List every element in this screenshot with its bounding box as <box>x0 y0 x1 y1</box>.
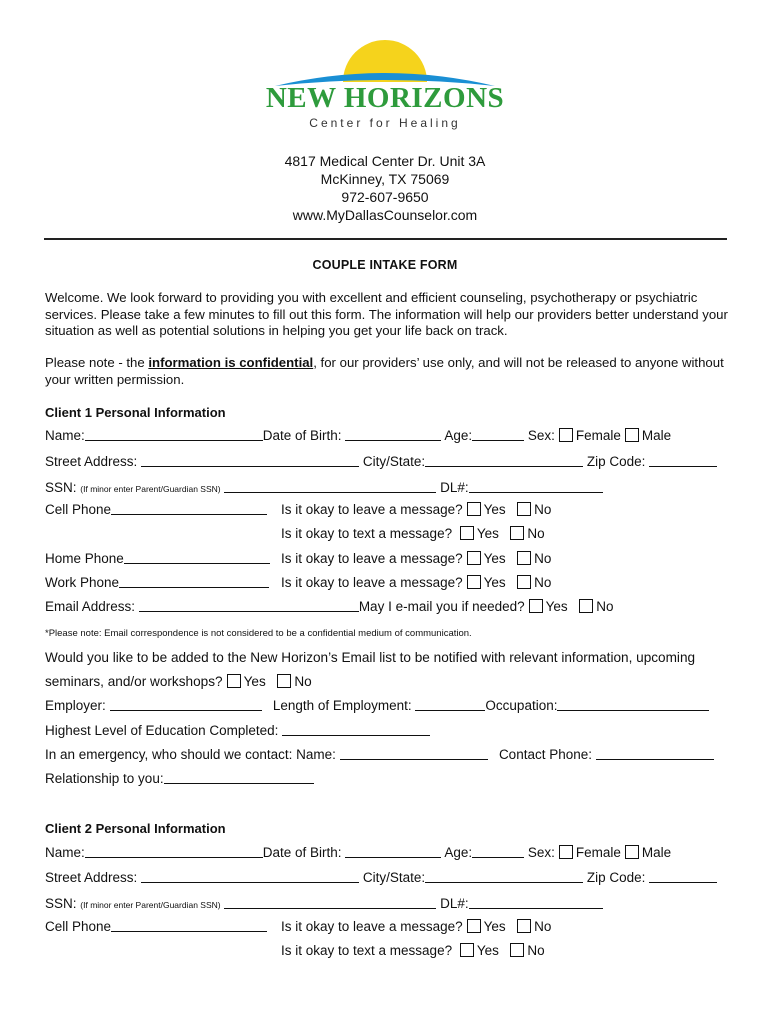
mailing-yes-checkbox[interactable] <box>227 674 241 688</box>
relationship-label: Relationship to you: <box>45 771 164 786</box>
client2-text-yes-checkbox[interactable] <box>460 943 474 957</box>
yes-label: Yes <box>483 575 506 590</box>
sex-label: Sex: <box>527 428 555 443</box>
client2-ssn-field[interactable] <box>224 897 436 909</box>
client2-male-checkbox[interactable] <box>625 845 639 859</box>
client2-heading: Client 2 Personal Information <box>45 821 226 836</box>
contact-phone-label: Contact Phone: <box>498 747 593 762</box>
no-label: No <box>527 943 545 958</box>
cell-leave-no-checkbox[interactable] <box>517 502 531 516</box>
no-label: No <box>534 919 552 934</box>
address-street: 4817 Medical Center Dr. Unit 3A <box>284 153 486 169</box>
no-label: No <box>294 674 312 689</box>
client2-cell-leave-msg <box>281 919 551 934</box>
mailing-q2-label: seminars, and/or workshops? <box>45 674 223 689</box>
yes-label: Yes <box>483 551 506 566</box>
female-label: Female <box>575 845 621 860</box>
brand-name: NEW HORIZONS <box>265 82 505 114</box>
welcome-paragraph: Welcome. We look forward to providing you with excellent and efficient counseling, psychotherapy or psychiatric services. Please take a few minutes to fill out this form. The information will help our providers better understand your situation as well as potential solutions in helping you get your life back on track. <box>45 290 728 338</box>
form-title: COUPLE INTAKE FORM <box>312 258 458 272</box>
home-label: Home Phone <box>45 551 124 566</box>
confidential-note <box>45 355 735 388</box>
client2-female-checkbox[interactable] <box>559 845 573 859</box>
client1-female-checkbox[interactable] <box>559 428 573 442</box>
text-msg-label: Is it okay to text a message? <box>281 943 453 958</box>
work-leave-no-checkbox[interactable] <box>517 575 531 589</box>
brand-tagline: Center for Healing <box>309 116 461 130</box>
yes-label: Yes <box>476 526 499 541</box>
client2-name-field[interactable] <box>85 846 263 858</box>
education-label: Highest Level of Education Completed: <box>45 723 279 738</box>
male-label: Male <box>641 845 672 860</box>
client1-row-employment <box>45 698 709 713</box>
cell-label: Cell Phone <box>45 502 112 517</box>
client1-age-field[interactable] <box>472 429 524 441</box>
yes-label: Yes <box>476 943 499 958</box>
address-phone: 972-607-9650 <box>341 189 429 205</box>
citystate-label: City/State: <box>362 454 426 469</box>
client1-row-emergency <box>45 747 714 762</box>
client2-cell-text-msg <box>281 943 545 958</box>
client1-cell-leave-msg <box>281 502 551 517</box>
cell-text-no-checkbox[interactable] <box>510 526 524 540</box>
client1-name-field[interactable] <box>85 429 263 441</box>
employer-label: Employer: <box>45 698 106 713</box>
may-email-no-checkbox[interactable] <box>579 599 593 613</box>
note-bold: information is confidential <box>148 355 314 370</box>
client1-zip-field[interactable] <box>649 455 717 467</box>
client1-row-work <box>45 575 269 590</box>
cell-text-yes-checkbox[interactable] <box>460 526 474 540</box>
client1-row-home <box>45 551 270 566</box>
home-leave-no-checkbox[interactable] <box>517 551 531 565</box>
name-label: Name: <box>45 845 85 860</box>
client1-occupation-field[interactable] <box>557 699 709 711</box>
leave-msg-label: Is it okay to leave a message? <box>281 502 463 517</box>
work-leave-yes-checkbox[interactable] <box>467 575 481 589</box>
dl-label: DL#: <box>440 480 469 495</box>
sex-label: Sex: <box>527 845 555 860</box>
ssn-label: SSN: <box>45 480 77 495</box>
length-emp-label: Length of Employment: <box>272 698 412 713</box>
male-label: Male <box>641 428 672 443</box>
yes-label: Yes <box>483 502 506 517</box>
address-city: McKinney, TX 75069 <box>320 171 450 187</box>
age-label: Age: <box>444 428 473 443</box>
client1-home-field[interactable] <box>124 552 270 564</box>
client1-email-field[interactable] <box>139 600 359 612</box>
client1-education-field[interactable] <box>282 724 430 736</box>
no-label: No <box>596 599 614 614</box>
client2-row-address <box>45 870 717 885</box>
client1-row-ssn <box>45 480 603 495</box>
may-email-yes-checkbox[interactable] <box>529 599 543 613</box>
client1-work-leave-msg <box>281 575 551 590</box>
client2-age-field[interactable] <box>472 846 524 858</box>
dl-label: DL#: <box>440 896 469 911</box>
street-label: Street Address: <box>45 454 138 469</box>
yes-label: Yes <box>483 919 506 934</box>
client1-citystate-field[interactable] <box>425 455 583 467</box>
client2-leave-no-checkbox[interactable] <box>517 919 531 933</box>
client2-dob-field[interactable] <box>345 846 441 858</box>
client2-zip-field[interactable] <box>649 871 717 883</box>
occupation-label: Occupation: <box>485 698 558 713</box>
street-label: Street Address: <box>45 870 138 885</box>
ssn-label: SSN: <box>45 896 77 911</box>
note-prefix: Please note - the <box>45 355 149 370</box>
client1-row-email <box>45 599 613 614</box>
cell-label: Cell Phone <box>45 919 112 934</box>
client2-row-ssn <box>45 896 603 911</box>
client1-home-leave-msg <box>281 551 551 566</box>
citystate-label: City/State: <box>362 870 426 885</box>
home-leave-yes-checkbox[interactable] <box>467 551 481 565</box>
client1-male-checkbox[interactable] <box>625 428 639 442</box>
address-web[interactable]: www.MyDallasCounselor.com <box>292 207 478 223</box>
emergency-label: In an emergency, who should we contact: Name: <box>45 747 336 762</box>
client1-dob-field[interactable] <box>345 429 441 441</box>
zip-label: Zip Code: <box>586 454 646 469</box>
header-divider <box>44 238 727 240</box>
note-suffix: , for our providers’ use only, and will not be released to anyone without your written permission. <box>45 355 724 387</box>
leave-msg-label: Is it okay to leave a message? <box>281 575 463 590</box>
client2-row-name <box>45 845 671 860</box>
yes-label: Yes <box>545 599 568 614</box>
client2-leave-yes-checkbox[interactable] <box>467 919 481 933</box>
client1-row-cell <box>45 502 267 517</box>
leave-msg-label: Is it okay to leave a message? <box>281 919 463 934</box>
no-label: No <box>534 575 552 590</box>
mailing-no-checkbox[interactable] <box>277 674 291 688</box>
client2-street-field[interactable] <box>141 871 359 883</box>
text-msg-label: Is it okay to text a message? <box>281 526 453 541</box>
name-label: Name: <box>45 428 85 443</box>
ssn-note: (If minor enter Parent/Guardian SSN) <box>80 900 221 910</box>
ssn-note: (If minor enter Parent/Guardian SSN) <box>80 484 221 494</box>
client1-employer-field[interactable] <box>110 699 262 711</box>
client1-emergency-name-field[interactable] <box>340 748 488 760</box>
client1-row-name <box>45 428 671 443</box>
email-note: *Please note: Email correspondence is not considered to be a confidential medium of communication. <box>45 628 472 639</box>
zip-label: Zip Code: <box>586 870 646 885</box>
new-horizons-logo <box>255 30 515 136</box>
cell-leave-yes-checkbox[interactable] <box>467 502 481 516</box>
mailing-question-line1: Would you like to be added to the New Horizon’s Email list to be notified with relevant information, upcoming <box>45 650 696 665</box>
client1-contact-phone-field[interactable] <box>596 748 714 760</box>
client2-dl-field[interactable] <box>469 897 603 909</box>
client2-citystate-field[interactable] <box>425 871 583 883</box>
client2-row-cell <box>45 919 267 934</box>
client1-dl-field[interactable] <box>469 481 603 493</box>
no-label: No <box>527 526 545 541</box>
client1-row-address <box>45 454 717 469</box>
client1-row-relationship <box>45 771 314 786</box>
dob-label: Date of Birth: <box>262 845 342 860</box>
client1-heading: Client 1 Personal Information <box>45 405 226 420</box>
client1-row-education <box>45 723 430 738</box>
client1-length-emp-field[interactable] <box>415 699 485 711</box>
work-label: Work Phone <box>45 575 120 590</box>
client1-cell-field[interactable] <box>111 503 267 515</box>
may-email-label: May I e-mail you if needed? <box>358 599 525 614</box>
client1-work-field[interactable] <box>119 576 269 588</box>
dob-label: Date of Birth: <box>262 428 342 443</box>
client2-text-no-checkbox[interactable] <box>510 943 524 957</box>
mailing-question-line2 <box>45 674 312 689</box>
client1-relationship-field[interactable] <box>164 772 314 784</box>
client2-cell-field[interactable] <box>111 920 267 932</box>
age-label: Age: <box>444 845 473 860</box>
email-label: Email Address: <box>45 599 136 614</box>
client1-cell-text-msg <box>281 526 545 541</box>
female-label: Female <box>575 428 621 443</box>
client1-street-field[interactable] <box>141 455 359 467</box>
client1-ssn-field[interactable] <box>224 481 436 493</box>
leave-msg-label: Is it okay to leave a message? <box>281 551 463 566</box>
yes-label: Yes <box>243 674 266 689</box>
no-label: No <box>534 502 552 517</box>
no-label: No <box>534 551 552 566</box>
